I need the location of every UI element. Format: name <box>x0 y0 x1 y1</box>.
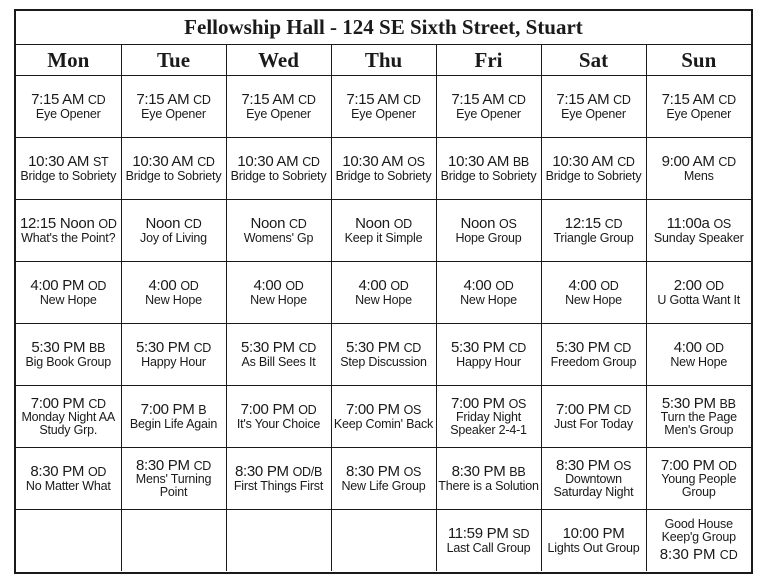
meeting-time-line <box>227 154 331 170</box>
meeting-time-line <box>647 154 752 170</box>
meeting-type-code: CD <box>193 341 212 356</box>
meeting-time: 12:15 <box>564 215 601 233</box>
meeting-type-code: OS <box>499 217 517 232</box>
meeting-time: 4:00 <box>463 277 492 295</box>
meeting-type-code: OD <box>87 465 107 480</box>
meeting-time-line <box>16 92 121 108</box>
day-header-row <box>16 45 751 76</box>
meeting-cell <box>541 386 646 448</box>
meeting-time-line <box>332 464 436 480</box>
meeting-type-code: CD <box>617 155 635 170</box>
meeting-time-line <box>647 547 752 563</box>
meeting-type-code: BB <box>719 396 736 411</box>
meeting-time-line <box>122 92 226 108</box>
meeting-time-line <box>437 526 541 542</box>
meeting-time-line <box>647 92 752 108</box>
meeting-time-line <box>647 458 752 474</box>
meeting-cell <box>16 76 121 138</box>
meeting-cell <box>226 386 331 448</box>
meeting-name: Eye Opener <box>666 106 732 121</box>
meeting-name: Sunday Speaker <box>653 230 744 245</box>
meeting-type-code: CD <box>613 93 631 108</box>
meeting-time: 7:15 AM <box>241 91 295 109</box>
meeting-name: First Things First <box>233 478 324 493</box>
meeting-name: Happy Hour <box>141 354 206 369</box>
meeting-name: Last Call Group <box>446 540 531 555</box>
meeting-time: Noon <box>145 215 181 233</box>
meeting-name: Joy of Living <box>140 230 207 245</box>
meeting-cell <box>16 386 121 448</box>
meeting-time: 7:00 PM <box>30 394 85 412</box>
meeting-cell <box>541 76 646 138</box>
meeting-time: Noon <box>250 215 286 233</box>
meeting-type-code: CD <box>719 548 738 563</box>
meeting-cell <box>541 262 646 324</box>
meeting-type-code: BB <box>509 465 526 480</box>
meeting-type-code: CD <box>604 217 623 232</box>
meeting-cell <box>436 76 541 138</box>
meeting-time-line <box>16 278 121 294</box>
meeting-time: 4:00 <box>358 277 387 295</box>
meeting-name: Bridge to Sobriety <box>125 168 222 183</box>
meeting-time: 5:30 PM <box>555 339 610 357</box>
meeting-cell <box>121 324 226 386</box>
meeting-type-code: OD <box>393 217 412 232</box>
meeting-time: 10:30 AM <box>448 153 510 171</box>
meeting-name: Mens' Turning Point <box>135 472 212 500</box>
meeting-name: Bridge to Sobriety <box>440 168 537 183</box>
meeting-time-line <box>437 92 541 108</box>
meeting-time: 8:30 PM <box>345 463 400 481</box>
meeting-cell <box>646 138 751 200</box>
meeting-cell <box>16 262 121 324</box>
meeting-time-line <box>122 458 226 474</box>
meeting-type-code: CD <box>298 341 317 356</box>
meeting-time: 7:00 PM <box>450 394 505 412</box>
meeting-cell <box>541 138 646 200</box>
meeting-time-line <box>332 402 436 418</box>
meeting-time: 10:30 AM <box>552 153 614 171</box>
meeting-type-code: CD <box>87 93 106 108</box>
meeting-time: 4:00 <box>568 277 597 295</box>
meeting-name: Monday Night AA Study Grp. <box>21 410 116 438</box>
meeting-name: Young People Group <box>661 472 737 500</box>
meeting-time-line <box>542 216 646 232</box>
meeting-name: Freedom Group <box>550 354 637 369</box>
meeting-type-code: BB <box>89 341 106 356</box>
meeting-time: 8:30 PM <box>555 456 610 474</box>
meeting-time: 4:00 <box>253 277 282 295</box>
meeting-time-line <box>542 154 646 170</box>
meeting-name: Begin Life Again <box>129 416 218 431</box>
meeting-type-code: CD <box>613 341 632 356</box>
meeting-cell <box>226 200 331 262</box>
meeting-cell <box>331 448 436 510</box>
meeting-time: 5:30 PM <box>661 394 716 412</box>
day-header-sat: Sat <box>541 45 646 76</box>
meeting-time-line <box>16 216 121 232</box>
meeting-name: New Hope <box>250 292 307 307</box>
meeting-name: Just For Today <box>554 416 633 431</box>
meeting-name: New Hope <box>39 292 97 307</box>
meeting-type-code: OS <box>713 217 731 232</box>
meeting-name: New Life Group <box>341 478 426 493</box>
meeting-time: 7:15 AM <box>451 91 505 109</box>
meeting-type-code: CD <box>197 155 215 170</box>
meeting-cell <box>16 324 121 386</box>
meeting-cell <box>436 510 541 572</box>
meeting-cell <box>541 510 646 572</box>
meeting-cell <box>541 324 646 386</box>
meeting-time: 7:15 AM <box>346 91 400 109</box>
schedule-body <box>16 76 751 572</box>
meeting-time-line <box>122 216 226 232</box>
meeting-name: No Matter What <box>25 478 111 493</box>
meeting-name: New Hope <box>565 292 622 307</box>
meeting-type-code: CD <box>298 93 316 108</box>
meeting-time: 7:00 PM <box>345 401 400 419</box>
meeting-type-code: CD <box>193 458 212 473</box>
meeting-time: 11:00a <box>666 215 710 233</box>
meeting-time: 11:59 PM <box>447 525 509 543</box>
meeting-time: 7:15 AM <box>136 91 190 109</box>
meeting-cell <box>331 76 436 138</box>
meeting-time-line <box>437 464 541 480</box>
meeting-type-code: B <box>198 403 207 418</box>
meeting-name: Happy Hour <box>456 354 521 369</box>
meeting-time: 7:00 PM <box>140 401 195 419</box>
meeting-name: What's the Point? <box>21 230 116 245</box>
meeting-name: New Hope <box>145 292 202 307</box>
meeting-cell <box>226 76 331 138</box>
meeting-cell <box>121 138 226 200</box>
meeting-cell <box>436 262 541 324</box>
meeting-name: Eye Opener <box>456 106 521 121</box>
meeting-time-line <box>542 458 646 474</box>
time-slot-row <box>16 138 751 200</box>
meeting-type-code: OD <box>705 279 724 294</box>
meeting-name: Turn the Page Men's Group <box>660 410 737 438</box>
meeting-cell <box>331 324 436 386</box>
meeting-time-line <box>437 154 541 170</box>
meeting-type-code: CD <box>302 155 320 170</box>
meeting-type-code: CD <box>508 93 526 108</box>
meeting-time: 8:30 PM <box>135 456 190 474</box>
meeting-time: 12:15 Noon <box>19 215 95 233</box>
meeting-time: 5:30 PM <box>135 339 190 357</box>
meeting-type-code: CD <box>403 341 422 356</box>
meeting-time: 4:00 PM <box>30 277 85 295</box>
meeting-time-line <box>332 92 436 108</box>
meeting-type-code: CD <box>289 217 307 232</box>
meeting-type-code: OD <box>180 279 199 294</box>
meeting-cell <box>436 200 541 262</box>
meeting-name: Friday Night Speaker 2-4-1 <box>450 410 527 438</box>
meeting-time-line <box>332 278 436 294</box>
meeting-cell <box>646 386 751 448</box>
day-header-fri: Fri <box>436 45 541 76</box>
time-slot-row <box>16 386 751 448</box>
meeting-name: There is a Solution <box>438 478 539 493</box>
meeting-time: 8:30 PM <box>659 546 716 564</box>
meeting-time-line <box>437 340 541 356</box>
meeting-time-line <box>16 154 121 170</box>
meeting-name: Good House Keep'g Group <box>661 517 736 545</box>
meeting-time-line <box>227 92 331 108</box>
meeting-time: 8:30 PM <box>234 463 289 481</box>
meeting-time-line <box>332 340 436 356</box>
meeting-cell <box>436 448 541 510</box>
meeting-time: Noon <box>355 215 390 233</box>
meeting-cell <box>121 262 226 324</box>
meeting-type-code: OD <box>718 458 737 473</box>
meeting-time: 10:30 AM <box>342 153 404 171</box>
meeting-time: 7:15 AM <box>556 91 610 109</box>
day-header-thu: Thu <box>331 45 436 76</box>
meeting-cell <box>16 138 121 200</box>
meeting-name: Eye Opener <box>561 106 626 121</box>
meeting-time: 10:00 PM <box>562 525 625 543</box>
meeting-name: New Hope <box>460 292 517 307</box>
meeting-type-code: OD <box>600 279 619 294</box>
meeting-name: Eye Opener <box>35 106 101 121</box>
meeting-time: 9:00 AM <box>661 153 715 171</box>
meeting-time-line <box>227 464 331 480</box>
meeting-time: 5:30 PM <box>31 339 86 357</box>
schedule-title: Fellowship Hall - 124 SE Sixth Street, Stuart <box>16 11 751 45</box>
meeting-time-line <box>16 396 121 412</box>
meeting-time-line <box>122 154 226 170</box>
meeting-cell <box>226 510 331 572</box>
meeting-type-code: CD <box>193 93 211 108</box>
meeting-type-code: CD <box>613 403 632 418</box>
meeting-type-code: OS <box>403 403 422 418</box>
meeting-time-line <box>647 216 752 232</box>
meeting-name: Big Book Group <box>25 354 111 369</box>
time-slot-row <box>16 510 751 572</box>
meeting-time: 7:15 AM <box>31 91 85 109</box>
meeting-type-code: OS <box>403 465 422 480</box>
meeting-name: Eye Opener <box>141 106 206 121</box>
meeting-time-line <box>647 396 752 412</box>
meeting-name: As Bill Sees It <box>241 354 316 369</box>
meeting-time: Noon <box>460 215 496 233</box>
meeting-cell <box>541 200 646 262</box>
meeting-cell <box>646 262 751 324</box>
meeting-cell <box>646 324 751 386</box>
meeting-name: New Hope <box>355 292 412 307</box>
time-slot-row <box>16 200 751 262</box>
meeting-time: 10:30 AM <box>237 153 299 171</box>
meeting-time: 8:30 PM <box>451 463 506 481</box>
time-slot-row <box>16 324 751 386</box>
meeting-type-code: OD <box>495 279 514 294</box>
meeting-cell <box>331 200 436 262</box>
meeting-name: It's Your Choice <box>236 416 321 431</box>
day-header-mon: Mon <box>16 45 121 76</box>
meeting-cell <box>646 76 751 138</box>
meeting-name: New Hope <box>670 354 728 369</box>
meeting-cell <box>226 262 331 324</box>
meeting-cell <box>646 448 751 510</box>
meeting-time-line <box>332 216 436 232</box>
meeting-type-code: ST <box>92 155 109 170</box>
meeting-type-code: CD <box>88 396 106 411</box>
meeting-type-code: OS <box>613 458 632 473</box>
meeting-cell <box>16 448 121 510</box>
meeting-time-line <box>437 216 541 232</box>
meeting-time-line <box>437 278 541 294</box>
meeting-cell <box>226 324 331 386</box>
meeting-time-line <box>647 278 752 294</box>
day-header-tue: Tue <box>121 45 226 76</box>
meeting-name: Step Discussion <box>340 354 427 369</box>
meeting-type-code: OD <box>705 341 724 356</box>
meeting-time-line <box>542 92 646 108</box>
meeting-time-line <box>122 340 226 356</box>
meeting-cell <box>331 510 436 572</box>
meeting-type-code: CD <box>718 155 736 170</box>
meeting-time: 4:00 <box>148 277 177 295</box>
time-slot-row <box>16 448 751 510</box>
meeting-type-code: CD <box>184 217 202 232</box>
meeting-type-code: CD <box>403 93 421 108</box>
meeting-cell <box>121 510 226 572</box>
meeting-name: Bridge to Sobriety <box>545 168 642 183</box>
meeting-name: Bridge to Sobriety <box>230 168 327 183</box>
meeting-cell <box>331 138 436 200</box>
meeting-cell <box>121 76 226 138</box>
meeting-time-line <box>227 402 331 418</box>
meeting-name: Triangle Group <box>553 230 634 245</box>
meeting-time-line <box>16 464 121 480</box>
meeting-type-code: OD <box>98 217 117 232</box>
meeting-cell <box>436 138 541 200</box>
meeting-time: 4:00 <box>673 339 702 357</box>
meeting-type-code: OD <box>298 403 317 418</box>
meeting-cell <box>331 262 436 324</box>
meeting-type-code: OD <box>87 279 107 294</box>
meeting-type-code: OS <box>508 396 527 411</box>
meeting-name: Mens <box>683 168 714 183</box>
meeting-time-line <box>542 278 646 294</box>
meeting-type-code: SD <box>512 527 530 542</box>
meeting-name: Keep Comin' Back <box>333 416 434 431</box>
meeting-time-line <box>227 340 331 356</box>
meeting-time-line <box>122 278 226 294</box>
schedule-sheet <box>14 9 753 574</box>
meeting-cell <box>16 200 121 262</box>
meeting-time-line <box>542 340 646 356</box>
meeting-time-line <box>227 216 331 232</box>
meeting-time: 5:30 PM <box>345 339 400 357</box>
meeting-cell <box>121 200 226 262</box>
meeting-type-code: OD <box>285 279 304 294</box>
meeting-time-line <box>542 402 646 418</box>
meeting-type-code: OD <box>390 279 409 294</box>
meeting-cell <box>121 448 226 510</box>
meeting-cell <box>541 448 646 510</box>
meeting-time: 7:00 PM <box>240 401 295 419</box>
time-slot-row <box>16 262 751 324</box>
meeting-time: 8:30 PM <box>30 463 85 481</box>
meeting-name: Lights Out Group <box>547 540 640 555</box>
meeting-cell <box>436 386 541 448</box>
meeting-type-code: OD/B <box>292 465 322 480</box>
meeting-name: Hope Group <box>455 230 522 245</box>
meeting-time: 7:00 PM <box>555 401 610 419</box>
meeting-cell <box>16 510 121 572</box>
meeting-cell <box>226 138 331 200</box>
meeting-time-line <box>227 278 331 294</box>
meeting-type-code: BB <box>512 155 529 170</box>
meeting-name: Womens' Gp <box>243 230 314 245</box>
meeting-time-line <box>122 402 226 418</box>
meeting-cell <box>121 386 226 448</box>
meeting-time: 2:00 <box>673 277 702 295</box>
meeting-time: 5:30 PM <box>240 339 295 357</box>
meeting-name: Bridge to Sobriety <box>20 168 117 183</box>
meeting-time-line <box>542 526 646 542</box>
meeting-time: 10:30 AM <box>28 153 90 171</box>
meeting-type-code: CD <box>508 341 527 356</box>
meeting-cell <box>646 510 751 572</box>
meeting-cell <box>331 386 436 448</box>
meeting-name: Keep it Simple <box>344 230 423 245</box>
day-header-sun: Sun <box>646 45 751 76</box>
meeting-name: Bridge to Sobriety <box>335 168 432 183</box>
meeting-cell <box>646 200 751 262</box>
meeting-time-line <box>332 154 436 170</box>
schedule-table <box>16 45 751 571</box>
meeting-time-line <box>647 340 752 356</box>
meeting-name: U Gotta Want It <box>657 292 741 307</box>
meeting-name: Downtown Saturday Night <box>553 472 634 500</box>
meeting-name: Eye Opener <box>246 106 311 121</box>
meeting-name: Eye Opener <box>351 106 416 121</box>
meeting-type-code: OS <box>407 155 425 170</box>
meeting-time: 10:30 AM <box>132 153 194 171</box>
meeting-time: 5:30 PM <box>450 339 505 357</box>
meeting-time: 7:00 PM <box>660 456 715 474</box>
meeting-cell <box>436 324 541 386</box>
day-header-wed: Wed <box>226 45 331 76</box>
meeting-time-line <box>16 340 121 356</box>
meeting-type-code: CD <box>718 93 736 108</box>
meeting-time: 7:15 AM <box>661 91 715 109</box>
time-slot-row <box>16 76 751 138</box>
meeting-time-line <box>437 396 541 412</box>
meeting-cell <box>226 448 331 510</box>
